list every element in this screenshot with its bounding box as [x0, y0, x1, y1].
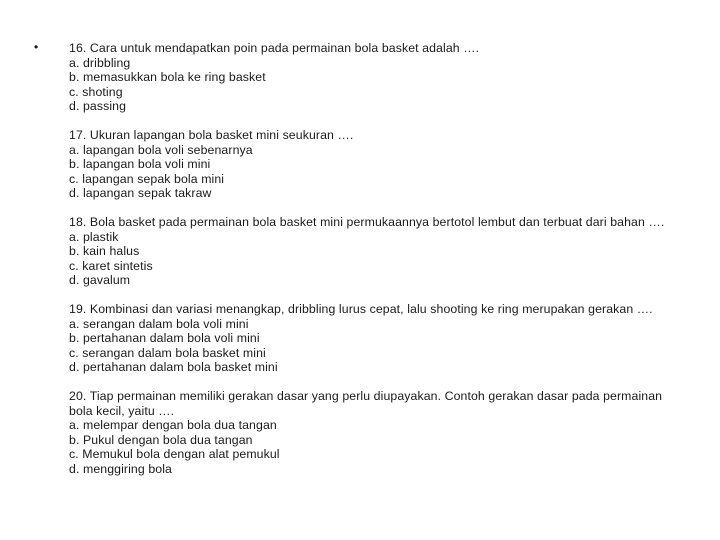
question-text: 20. Tiap permainan memiliki gerakan dasar yang perlu diupayakan. Contoh gerakan dasar pada permainan bola kecil, yaitu ….: [69, 389, 663, 418]
option-b: b. kain halus: [69, 244, 140, 258]
option-c: c. serangan dalam bola basket mini: [69, 345, 266, 360]
question-text: 18. Bola basket pada permainan bola basket mini permukaannya bertotol lembut dan terbuat dari bahan ….: [69, 215, 665, 229]
question-text: 17. Ukuran lapangan bola basket mini seukuran ….: [69, 128, 354, 142]
option-a: a. dribbling: [69, 55, 131, 70]
option-c: c. shoting: [69, 84, 123, 99]
option-a: a. serangan dalam bola voli mini: [69, 316, 249, 331]
option-d: d. menggiring bola: [69, 461, 172, 476]
question-text: 16. Cara untuk mendapatkan poin pada permainan bola basket adalah ….: [69, 41, 480, 55]
option-c: c. lapangan sepak bola mini: [69, 171, 225, 186]
question-20: [69, 389, 679, 476]
option-b: b. pertahanan dalam bola voli mini: [69, 331, 260, 345]
question-18: [69, 215, 679, 288]
option-c: c. karet sintetis: [69, 258, 153, 273]
option-d: d. lapangan sepak takraw: [69, 186, 212, 200]
question-19: [69, 302, 679, 375]
option-d: d. pertahanan dalam bola basket mini: [69, 360, 278, 374]
option-d: d. passing: [69, 99, 127, 113]
question-list: [69, 41, 679, 491]
option-a: a. plastik: [69, 229, 119, 244]
question-17: [69, 128, 679, 201]
question-16: [69, 41, 679, 114]
option-c: c. Memukul bola dengan alat pemukul: [69, 447, 280, 461]
option-b: b. memasukkan bola ke ring basket: [69, 70, 266, 84]
option-a: a. lapangan bola voli sebenarnya: [69, 142, 253, 157]
option-b: b. lapangan bola voli mini: [69, 157, 211, 171]
list-bullet: •: [34, 40, 39, 54]
option-b: b. Pukul dengan bola dua tangan: [69, 432, 253, 447]
option-a: a. melempar dengan bola dua tangan: [69, 418, 277, 432]
option-d: d. gavalum: [69, 273, 131, 287]
question-text: 19. Kombinasi dan variasi menangkap, dribbling lurus cepat, lalu shooting ke ring merupakan gerakan ….: [69, 302, 653, 316]
